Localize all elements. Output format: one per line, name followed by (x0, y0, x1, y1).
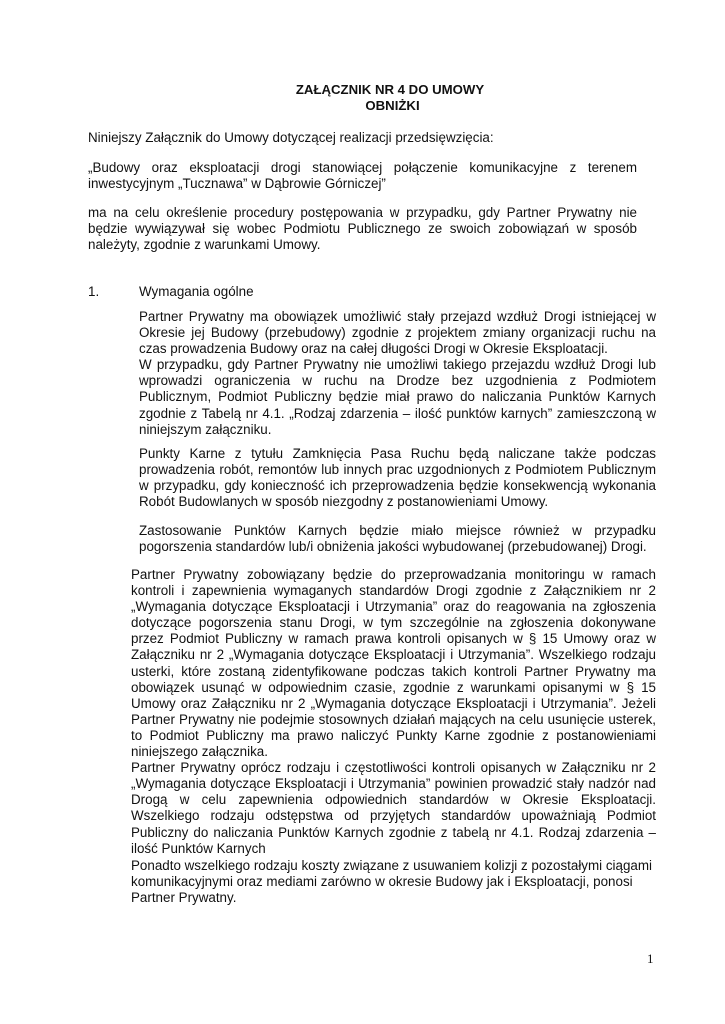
paragraph-access-part-2: W przypadku, gdy Partner Prywatny nie umożliwi takiego przejazdu wzdłuż Drogi lub wprowadzi ograniczenia w ruchu na Drodze bez uzgodnienia z Podmiotem Publicznym, Podmiot Publiczny będzie miał prawo do naliczania Punktów Karnych zgodnie z Tabelą nr 4.1. „Rodzaj zdarzenia – ilość punktów karnych” zamieszczoną w niniejszym załączniku. (139, 357, 656, 437)
project-name-paragraph: „Budowy oraz eksploatacji drogi stanowiącej połączenie komunikacyjne z terenem inwestycyjnym „Tucznawa” w Dąbrowie Górniczej” (88, 160, 637, 192)
section-number: 1. (88, 284, 100, 299)
title-line-2: OBNIŻKI (365, 98, 420, 113)
paragraph-access (139, 309, 656, 438)
paragraph-access-part-1: Partner Prywatny ma obowiązek umożliwić stały przejazd wzdłuż Drogi istniejącej w Okresie jej Budowy (przebudowy) zgodnie z projektem zmiany organizacji ruchu na czas prowadzenia Budowy oraz na całej długości Drogi w Okresie Eksploatacji. (139, 309, 656, 357)
document-title (0, 82, 725, 114)
paragraph-monitoring (131, 567, 656, 857)
paragraph-monitoring-part-2: Partner Prywatny oprócz rodzaju i częstotliwości kontroli opisanych w Załączniku nr 2 „Wymagania dotyczące Eksploatacji i Utrzymania” powinien prowadzić stały nadzór nad Drogą w celu zapewnienia odpowiednich standardów w Okresie Eksploatacji. Wszelkiego rodzaju odstępstwa od przyjętych standardów upoważniają Podmiot Publiczny do naliczania Punktów Karnych zgodnie z tabelą nr 4.1. Rodzaj zdarzenia – ilość Punktów Karnych (131, 760, 656, 856)
paragraph-standards: Zastosowanie Punktów Karnych będzie miało miejsce również w przypadku pogorszenia standardów lub/i obniżenia jakości wybudowanej (przebudowanej) Drogi. (139, 523, 656, 555)
purpose-paragraph: ma na celu określenie procedury postępowania w przypadku, gdy Partner Prywatny nie będzie wywiązywał się wobec Podmiotu Publicznego ze swoich zobowiązań w sposób należyty, zgodnie z warunkami Umowy. (88, 205, 637, 253)
paragraph-monitoring-part-1: Partner Prywatny zobowiązany będzie do przeprowadzania monitoringu w ramach kontroli i zapewnienia wymaganych standardów Drogi zgodnie z Załącznikiem nr 2 „Wymagania dotyczące Eksploatacji i Utrzymania” oraz do reagowania na zgłoszenia dotyczące pogorszenia stanu Drogi, w tym szczególnie na zgłoszenia dokonywane przez Podmiot Publiczny w ramach prawa kontroli opisanych w § 15 Umowy oraz w Załączniku nr 2 „Wymagania dotyczące Eksploatacji i Utrzymania”. Wszelkiego rodzaju usterki, które zostaną zidentyfikowane podczas takich kontroli Partner Prywatny ma obowiązek usunąć w odpowiednim czasie, zgodnie z warunkami opisanymi w § 15 Umowy oraz Załączniku nr 2 „Wymagania dotyczące Eksploatacji i Utrzymania”. Jeżeli Partner Prywatny nie podejmie stosownych działań mających na celu usunięcie usterek, to Podmiot Publiczny ma prawo naliczyć Punkty Karne zgodnie z postanowieniami niniejszego załącznika. (131, 567, 656, 760)
section-heading: Wymagania ogólne (139, 284, 254, 299)
paragraph-lane-closure: Punkty Karne z tytułu Zamknięcia Pasa Ruchu będą naliczane także podczas prowadzenia robót, remontów lub innych prac uzgodnionych z Podmiotem Publicznym w przypadku, gdy konieczność ich przeprowadzenia będzie konsekwencją wykonania Robót Budowlanych w sposób niezgodny z postanowieniami Umowy. (139, 446, 656, 510)
page-number: 1 (647, 951, 654, 966)
intro-paragraph: Niniejszy Załącznik do Umowy dotyczącej realizacji przedsięwzięcia: (88, 130, 494, 145)
paragraph-costs: Ponadto wszelkiego rodzaju koszty związane z usuwaniem kolizji z pozostałymi ciągami komunikacyjnymi oraz mediami zarówno w okresie Budowy jak i Eksploatacji, ponosi Partner Prywatny. (131, 858, 652, 906)
title-line-1: ZAŁĄCZNIK NR 4 DO UMOWY (295, 82, 485, 97)
